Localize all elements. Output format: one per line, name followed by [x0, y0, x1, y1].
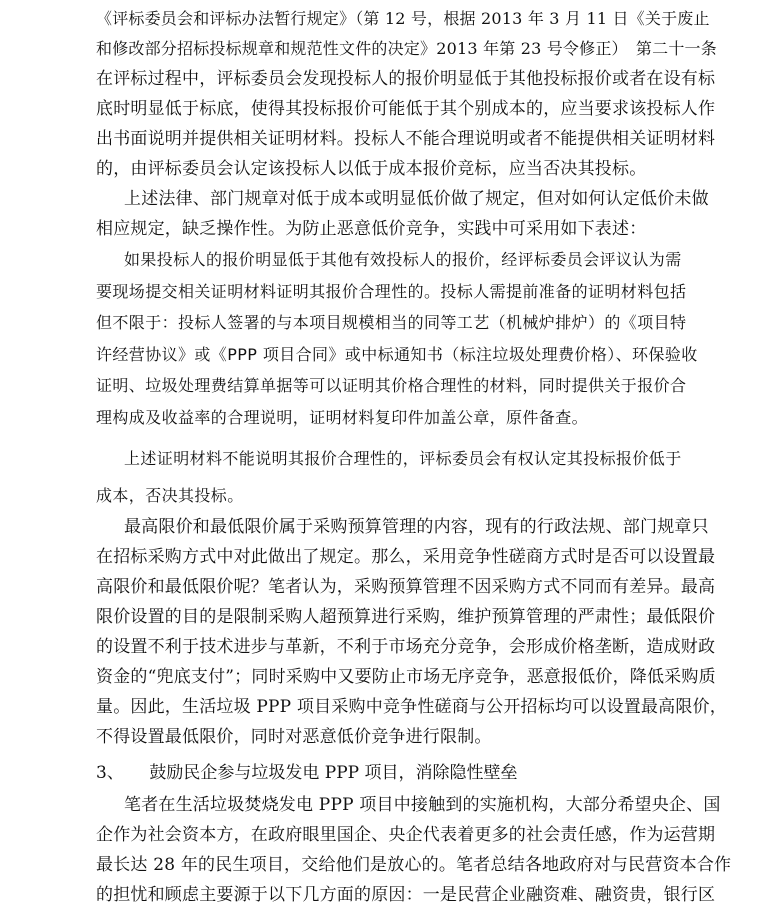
text-line: 企作为社会资本方，在政府眼里国企、央企代表着更多的社会责任感，作为运营期: [96, 825, 716, 845]
text-line: 底时明显低于标底，使得其投标报价可能低于其个别成本的，应当要求该投标人作: [96, 99, 716, 119]
text-line: 的担忧和顾虑主要源于以下几方面的原因：一是民营企业融资难、融资贵，银行区: [96, 885, 716, 905]
text-line: 高限价和最低限价呢？笔者认为，采购预算管理不因采购方式不同而有差异。最高: [96, 577, 716, 597]
text-line: 笔者在生活垃圾焚烧发电 PPP 项目中接触到的实施机构，大部分希望央企、国: [124, 795, 721, 815]
text-line: 许经营协议》或《PPP 项目合同》或中标通知书（标注垃圾处理费价格）、环保验收: [96, 344, 698, 364]
text-line: 不得设置最低限价，同时对恶意低价竞争进行限制。: [96, 727, 492, 747]
text-line: 最长达 28 年的民生项目，交给他们是放心的。笔者总结各地政府对与民营资本合作: [96, 855, 732, 875]
quote-rejection: [96, 440, 696, 514]
text-line: 要现场提交相关证明材料证明其报价合理性的。投标人需提前准备的证明材料包括: [96, 281, 687, 301]
text-line: 如果投标人的报价明显低于其他有效投标人的报价，经评标委员会评议认为需: [124, 250, 682, 269]
text-line: 在评标过程中，评标委员会发现投标人的报价明显低于其他投标报价或者在设有标: [96, 69, 716, 89]
text-line: 上述法律、部门规章对低于成本或明显低价做了规定，但对如何认定低价未做: [124, 189, 709, 209]
section-number: 3、: [96, 763, 124, 783]
text-line: 成本，否决其投标。: [96, 486, 244, 505]
text-line: 但不限于：投标人签署的与本项目规模相当的同等工艺（机械炉排炉）的《项目特: [96, 313, 687, 332]
paragraph-private-enterprises: [96, 790, 732, 910]
section-title: 鼓励民企参与垃圾发电 PPP 项目，消除隐性壁垒: [149, 763, 518, 783]
section-heading-3: [96, 758, 518, 783]
text-line: 在招标采购方式中对此做出了规定。那么，采用竞争性磋商方式时是否可以设置最: [96, 547, 716, 567]
paragraph-bidding-regulation: [96, 4, 717, 184]
text-line: 最高限价和最低限价属于采购预算管理的内容，现有的行政法规、部门规章只: [124, 517, 709, 537]
text-line: 的设置不利于技术进步与革新，不利于市场充分竞争，会形成价格垄断，造成财政: [96, 637, 716, 657]
paragraph-low-price-note: [96, 184, 709, 244]
text-line: 《评标委员会和评标办法暂行规定》（第 12 号，根据 2013 年 3 月 11 日《关于废止: [96, 9, 710, 28]
text-line: 出书面说明并提供相关证明材料。投标人不能合理说明或者不能提供相关证明材料: [96, 129, 716, 149]
text-line: 资金的“兜底支付”；同时采购中又要防止市场无序竞争，恶意报低价，降低采购质: [96, 667, 716, 687]
quote-proof-materials: [96, 244, 696, 433]
text-line: 证明、垃圾处理费结算单据等可以证明其价格合理性的材料，同时提供关于报价合: [96, 376, 687, 395]
text-line: 限价设置的目的是限制采购人超预算进行采购，维护预算管理的严肃性；最低限价: [96, 607, 716, 627]
text-line: 理构成及收益率的合理说明，证明材料复印件加盖公章，原件备查。: [96, 407, 589, 427]
text-line: 相应规定，缺乏操作性。为防止恶意低价竞争，实践中可采用如下表述：: [96, 219, 647, 239]
text-line: 和修改部分招标投标规章和规范性文件的决定》2013 年第 23 号令修正） 第二十一条: [96, 39, 717, 58]
paragraph-price-limits: [96, 512, 727, 752]
text-line: 上述证明材料不能说明其报价合理性的，评标委员会有权认定其投标报价低于: [124, 449, 682, 468]
text-line: 量。因此，生活垃圾 PPP 项目采购中竞争性磋商与公开招标均可以设置最高限价，: [96, 697, 727, 717]
text-line: 的，由评标委员会认定该投标人以低于成本报价竞标，应当否决其投标。: [96, 159, 647, 179]
